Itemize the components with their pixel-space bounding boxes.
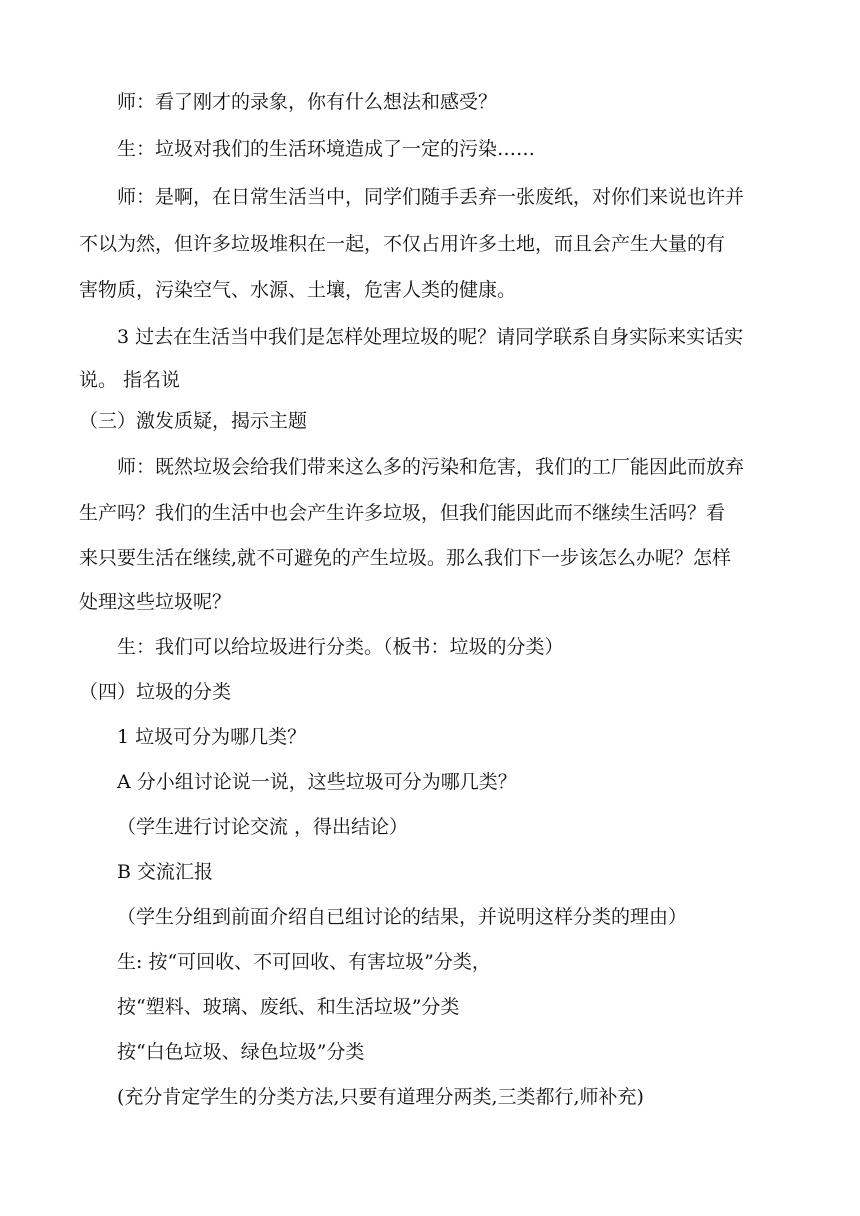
paragraph-line: 3 过去在生活当中我们是怎样处理垃圾的呢？请同学联系自身实际来实话实 <box>117 326 744 348</box>
paragraph-line: 处理这些垃圾呢？ <box>79 591 232 613</box>
paragraph-line: 生：我们可以给垃圾进行分类。（板书：垃圾的分类） <box>117 636 564 658</box>
paragraph-line: B 交流汇报 <box>117 861 214 883</box>
paragraph-line: 1 垃圾可分为哪几类？ <box>117 726 307 748</box>
paragraph-line: 师：既然垃圾会给我们带来这么多的污染和危害，我们的工厂能因此而放弃 <box>117 456 745 478</box>
paragraph-line: 来只要生活在继续,就不可避免的产生垃圾。那么我们下一步该怎么办呢？怎样 <box>79 547 732 569</box>
paragraph-line: 师：看了刚才的录象，你有什么想法和感受？ <box>117 91 498 113</box>
paragraph-line: （学生分组到前面介绍自已组讨论的结果，并说明这样分类的理由） <box>117 906 688 928</box>
paragraph-line: 师：是啊，在日常生活当中，同学们随手丢弃一张废纸，对你们来说也许并 <box>117 186 745 208</box>
paragraph-line: 生产吗？我们的生活中也会产生许多垃圾，但我们能因此而不继续生活吗？看 <box>79 502 726 524</box>
paragraph-line: 不以为然，但许多垃圾堆积在一起，不仅占用许多土地，而且会产生大量的有 <box>79 233 726 255</box>
paragraph-line: 害物质，污染空气、水源、土壤，危害人类的健康。 <box>79 279 517 301</box>
paragraph-line: A 分小组讨论说一说，这些垃圾可分为哪几类？ <box>117 771 517 793</box>
paragraph-line: 生: 按“可回收、不可回收、有害垃圾”分类， <box>117 951 491 973</box>
paragraph-line: （学生进行讨论交流 ，得出结论） <box>117 816 409 838</box>
paragraph-line: (充分肯定学生的分类方法,只要有道理分两类,三类都行,师补充) <box>117 1086 644 1108</box>
paragraph-line: 生：垃圾对我们的生活环境造成了一定的污染…… <box>117 138 536 160</box>
paragraph-line: 说。 指名说 <box>79 369 181 391</box>
paragraph-line: 按“塑料、玻璃、废纸、和生活垃圾”分类 <box>117 996 460 1018</box>
section-heading: （四）垃圾的分类 <box>79 681 232 703</box>
section-heading: （三）激发质疑，揭示主题 <box>79 410 308 432</box>
paragraph-line: 按“白色垃圾、绿色垃圾”分类 <box>117 1041 365 1063</box>
